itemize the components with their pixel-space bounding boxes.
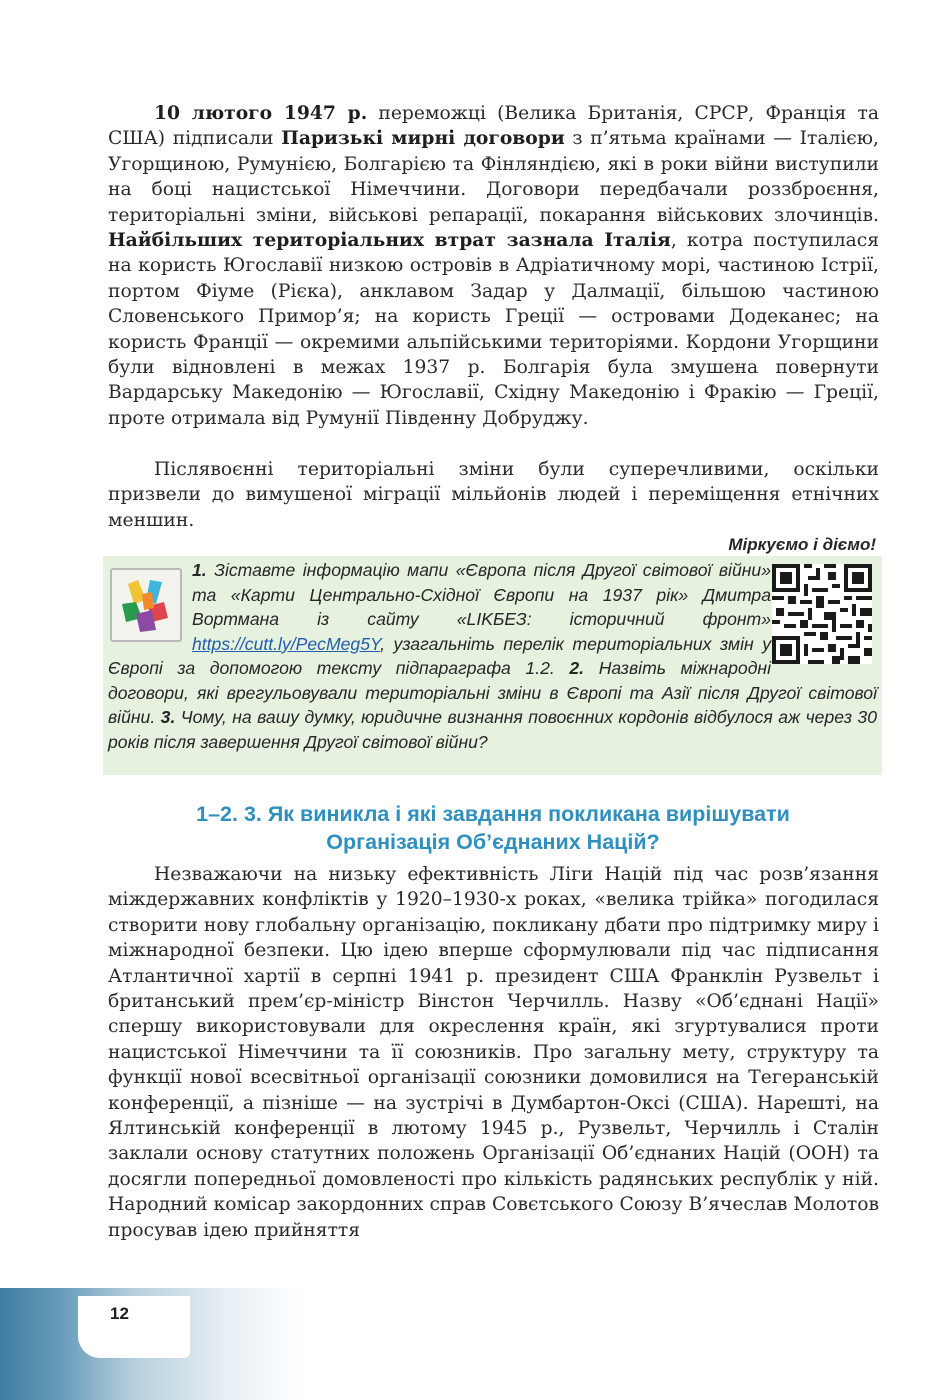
think-box-title: Міркуємо і діємо! [728, 535, 876, 554]
task-number-3: 3. [160, 707, 176, 727]
section-heading [0, 800, 952, 856]
paragraph-un-origins: Незважаючи на низьку ефективність Ліги Націй під час розв’язання міждержавних конфліктів у 1920–1930-х роках, «велика трійка» погодилася створити нову глобальну організацію, покликану дбати про підтримку миру і міжнародної безпеки. Цю ідею вперше сформулювали під час підписання Атлантичної хартії в серпні 1941 р. президент США Франклін Рузвельт і британський прем’єр-міністр Вінстон Черчилль. Назву «Об’єднані Нації» спершу використовували для окреслення країн, які згуртувалися проти нацистської Німеччини та її союзників. Про загальну мету, структуру та функції нової всесвітньої організації союзники домовилися на Тегеранській конференції, а пізніше — на зустрічі в Думбартон-Оксі (США). Нарешті, на Ялтинській конференції в лютому 1945 р., Рузвельт, Черчилль і Сталін заклали основу статутних положень Організації Об’єднаних Націй (ООН) та досягли попередньої домовленості про кількість радянських республік у ній. Народний комісар закордонних справ Совєтського Союзу В’ячеслав Молотов просував ідею прийняття [108, 864, 879, 1241]
section-heading-line-1: 1–2. 3. Як виникла і які завдання покликана вирішувати [196, 802, 790, 826]
task-box [103, 556, 882, 775]
italy-bold: Найбільших територіальних втрат зазнала Італія [108, 229, 671, 252]
page-number: 12 [110, 1304, 129, 1323]
paragraph-paris-treaties: 10 лютого 1947 р. переможці (Велика Британія, СРСР, Франція та США) підписали Паризькі мирні договори з п’ятьма країнами — Італією, Угорщиною, Румунією, Болгарією та Фінляндією, які в роки війни виступили на боці нацистської Німеччини. Договори передбачали роззброєння, територіальні зміни, військові репарації, покарання військових злочинців. Найбільших територіальних втрат зазнала Італія, котра поступилася на користь Югославії низкою островів в Адріатичному морі, частиною Істрії, портом Фіуме (Рієка), анклавом Задар у Далмації, більшою частиною Словенського Примор’я; на користь Греції — островами Додеканес; на користь Франції — окремими альпійськими територіями. Кордони Угорщини були відновлені в межах 1937 р. Болгарія була змушена повернути Вардарську Македонію — Югославії, Східну Македонію і Фракію — Греції, проте отримала від Румунії Південну Добруджу. [108, 102, 879, 429]
page-number-tab [78, 1296, 190, 1358]
paragraph-postwar-changes: Післявоєнні територіальні зміни були суперечливими, оскільки призвели до вимушеної міграції мільйонів людей і переміщення етнічних меншин. [108, 459, 879, 531]
section-heading-line-2: Організація Об’єднаних Націй? [326, 830, 660, 854]
task-number-2: 2. [569, 658, 585, 678]
treaties-bold: Паризькі мирні договори [281, 127, 565, 150]
task-number-1: 1. [192, 560, 207, 580]
task-text: 1. Зіставте інформацію мапи «Європа після Другої світової війни» та «Карти Центрально-Східної Європи на 1937 рік» Дмитра Вортмана із сайту «LIKБЕЗ: історичний фронт» https://cutt.ly/PecMeg5Y, узагальніть перелік територіальних змін у Європі за допомогою тексту підпараграфа 1.2. 2. Назвіть міжнародні договори, які врегульовували територіальні зміни в Європі та Азії після Другої світової війни. 3. Чому, на вашу думку, юридичне визнання повоєнних кордонів відбулося аж через 30 років після завершення Другої світової війни? [108, 560, 878, 752]
article-link[interactable]: https://cutt.ly/PecMeg5Y [192, 633, 381, 654]
date-bold: 10 лютого 1947 р. [154, 102, 368, 124]
